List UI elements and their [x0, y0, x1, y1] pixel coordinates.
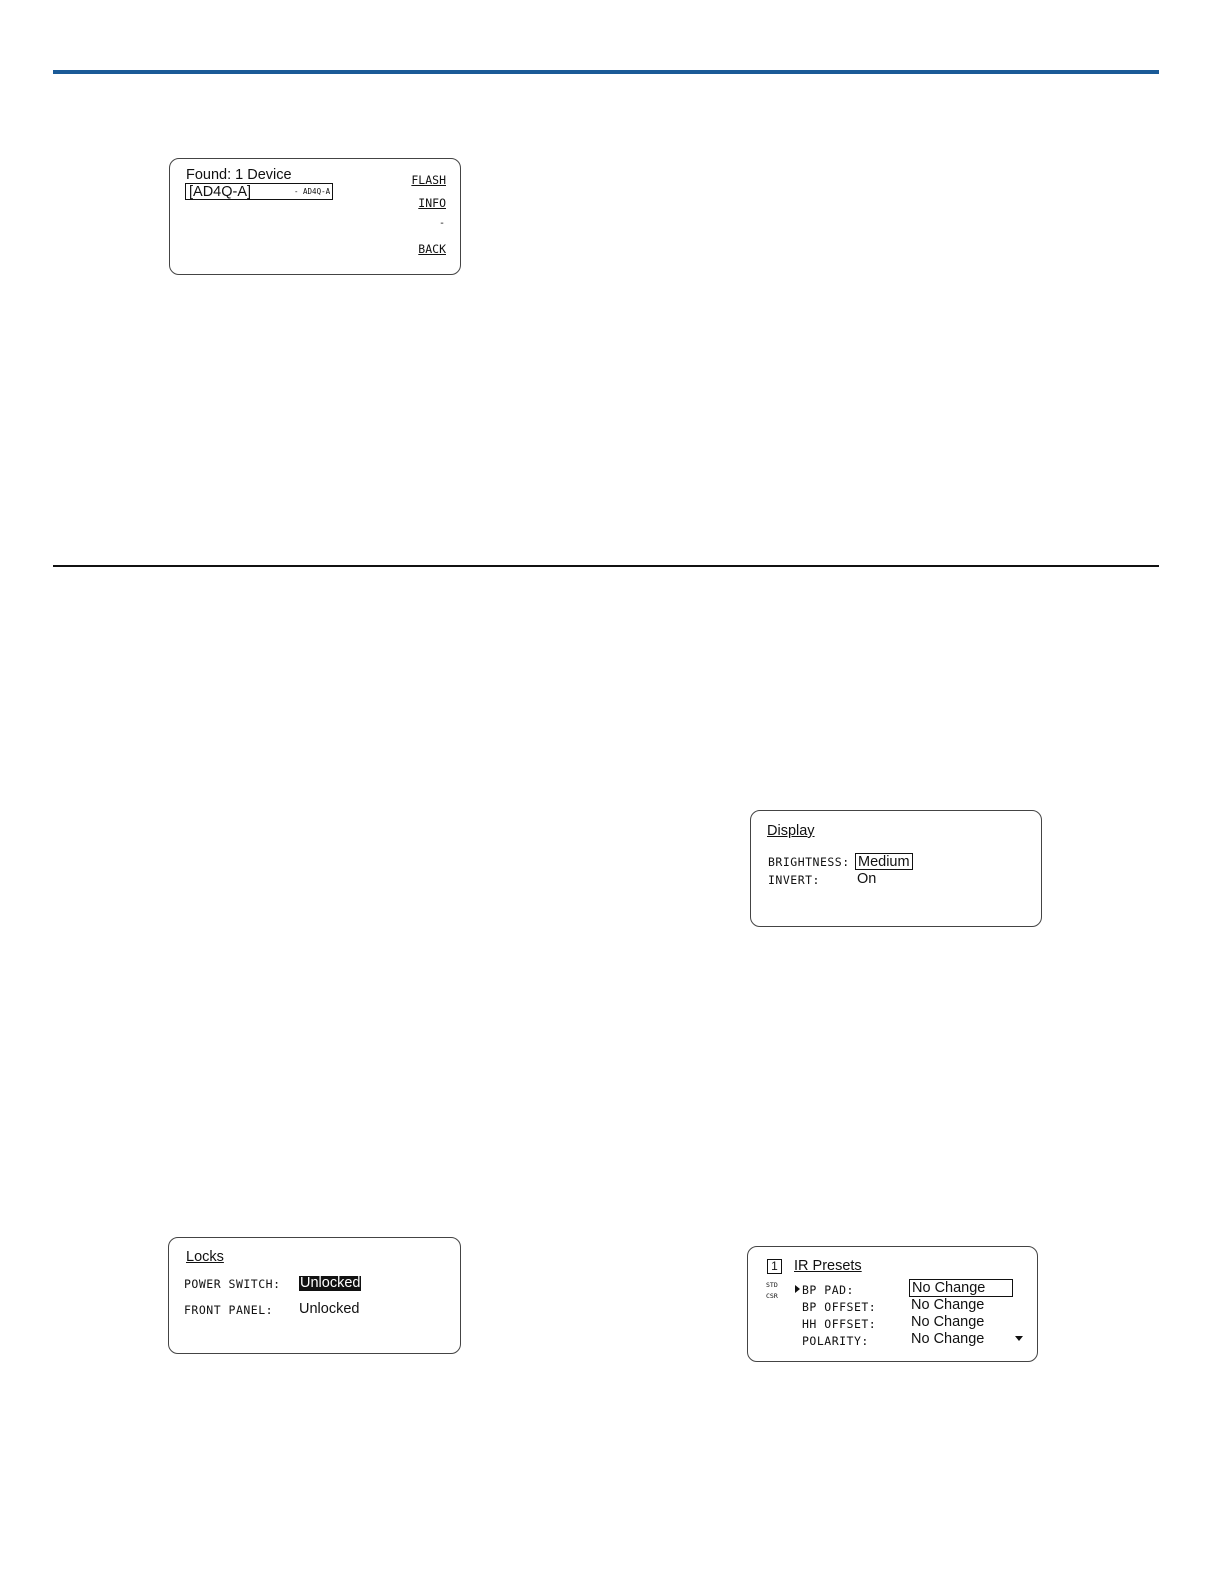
- screen-title: Locks: [186, 1249, 224, 1265]
- invert-value[interactable]: On: [857, 871, 877, 887]
- power-switch-label: POWER SWITCH:: [184, 1277, 281, 1291]
- section-divider: [53, 565, 1159, 567]
- csr-indicator: CSR: [766, 1292, 778, 1300]
- bp-pad-label: BP PAD:: [802, 1283, 854, 1297]
- polarity-label: POLARITY:: [802, 1334, 869, 1348]
- bp-offset-value[interactable]: No Change: [911, 1297, 985, 1313]
- hh-offset-value[interactable]: No Change: [911, 1314, 985, 1330]
- back-softkey[interactable]: BACK: [418, 242, 446, 256]
- channel-number: 1: [767, 1259, 782, 1274]
- bp-offset-label: BP OFFSET:: [802, 1300, 877, 1314]
- flash-softkey[interactable]: FLASH: [411, 173, 446, 187]
- bp-pad-field[interactable]: [909, 1279, 1013, 1297]
- device-name: [AD4Q-A]: [189, 184, 252, 200]
- bp-pad-value: No Change: [912, 1280, 986, 1296]
- found-device-screen: [169, 158, 461, 275]
- blank-softkey: -: [438, 218, 445, 229]
- device-list-item[interactable]: [185, 183, 333, 200]
- brightness-field[interactable]: [855, 853, 913, 870]
- device-model: - AD4Q-A: [294, 187, 331, 196]
- invert-label: INVERT:: [768, 873, 820, 887]
- header-rule: [53, 70, 1159, 74]
- scroll-down-icon[interactable]: [1015, 1336, 1023, 1341]
- display-settings-screen: [750, 810, 1042, 927]
- ir-presets-screen: [747, 1246, 1038, 1362]
- hh-offset-label: HH OFFSET:: [802, 1317, 877, 1331]
- power-switch-value[interactable]: Unlocked: [300, 1275, 361, 1291]
- screen-title: Found: 1 Device: [186, 167, 292, 183]
- brightness-value: Medium: [858, 854, 910, 870]
- polarity-value[interactable]: No Change: [911, 1331, 985, 1347]
- front-panel-label: FRONT PANEL:: [184, 1303, 274, 1317]
- std-indicator: STD: [766, 1281, 778, 1289]
- screen-title: IR Presets: [794, 1258, 862, 1274]
- info-softkey[interactable]: INFO: [418, 196, 446, 210]
- brightness-label: BRIGHTNESS:: [768, 855, 850, 869]
- front-panel-value[interactable]: Unlocked: [299, 1301, 360, 1317]
- selection-caret-icon: [795, 1285, 800, 1293]
- screen-title: Display: [767, 823, 815, 839]
- locks-screen: [168, 1237, 461, 1354]
